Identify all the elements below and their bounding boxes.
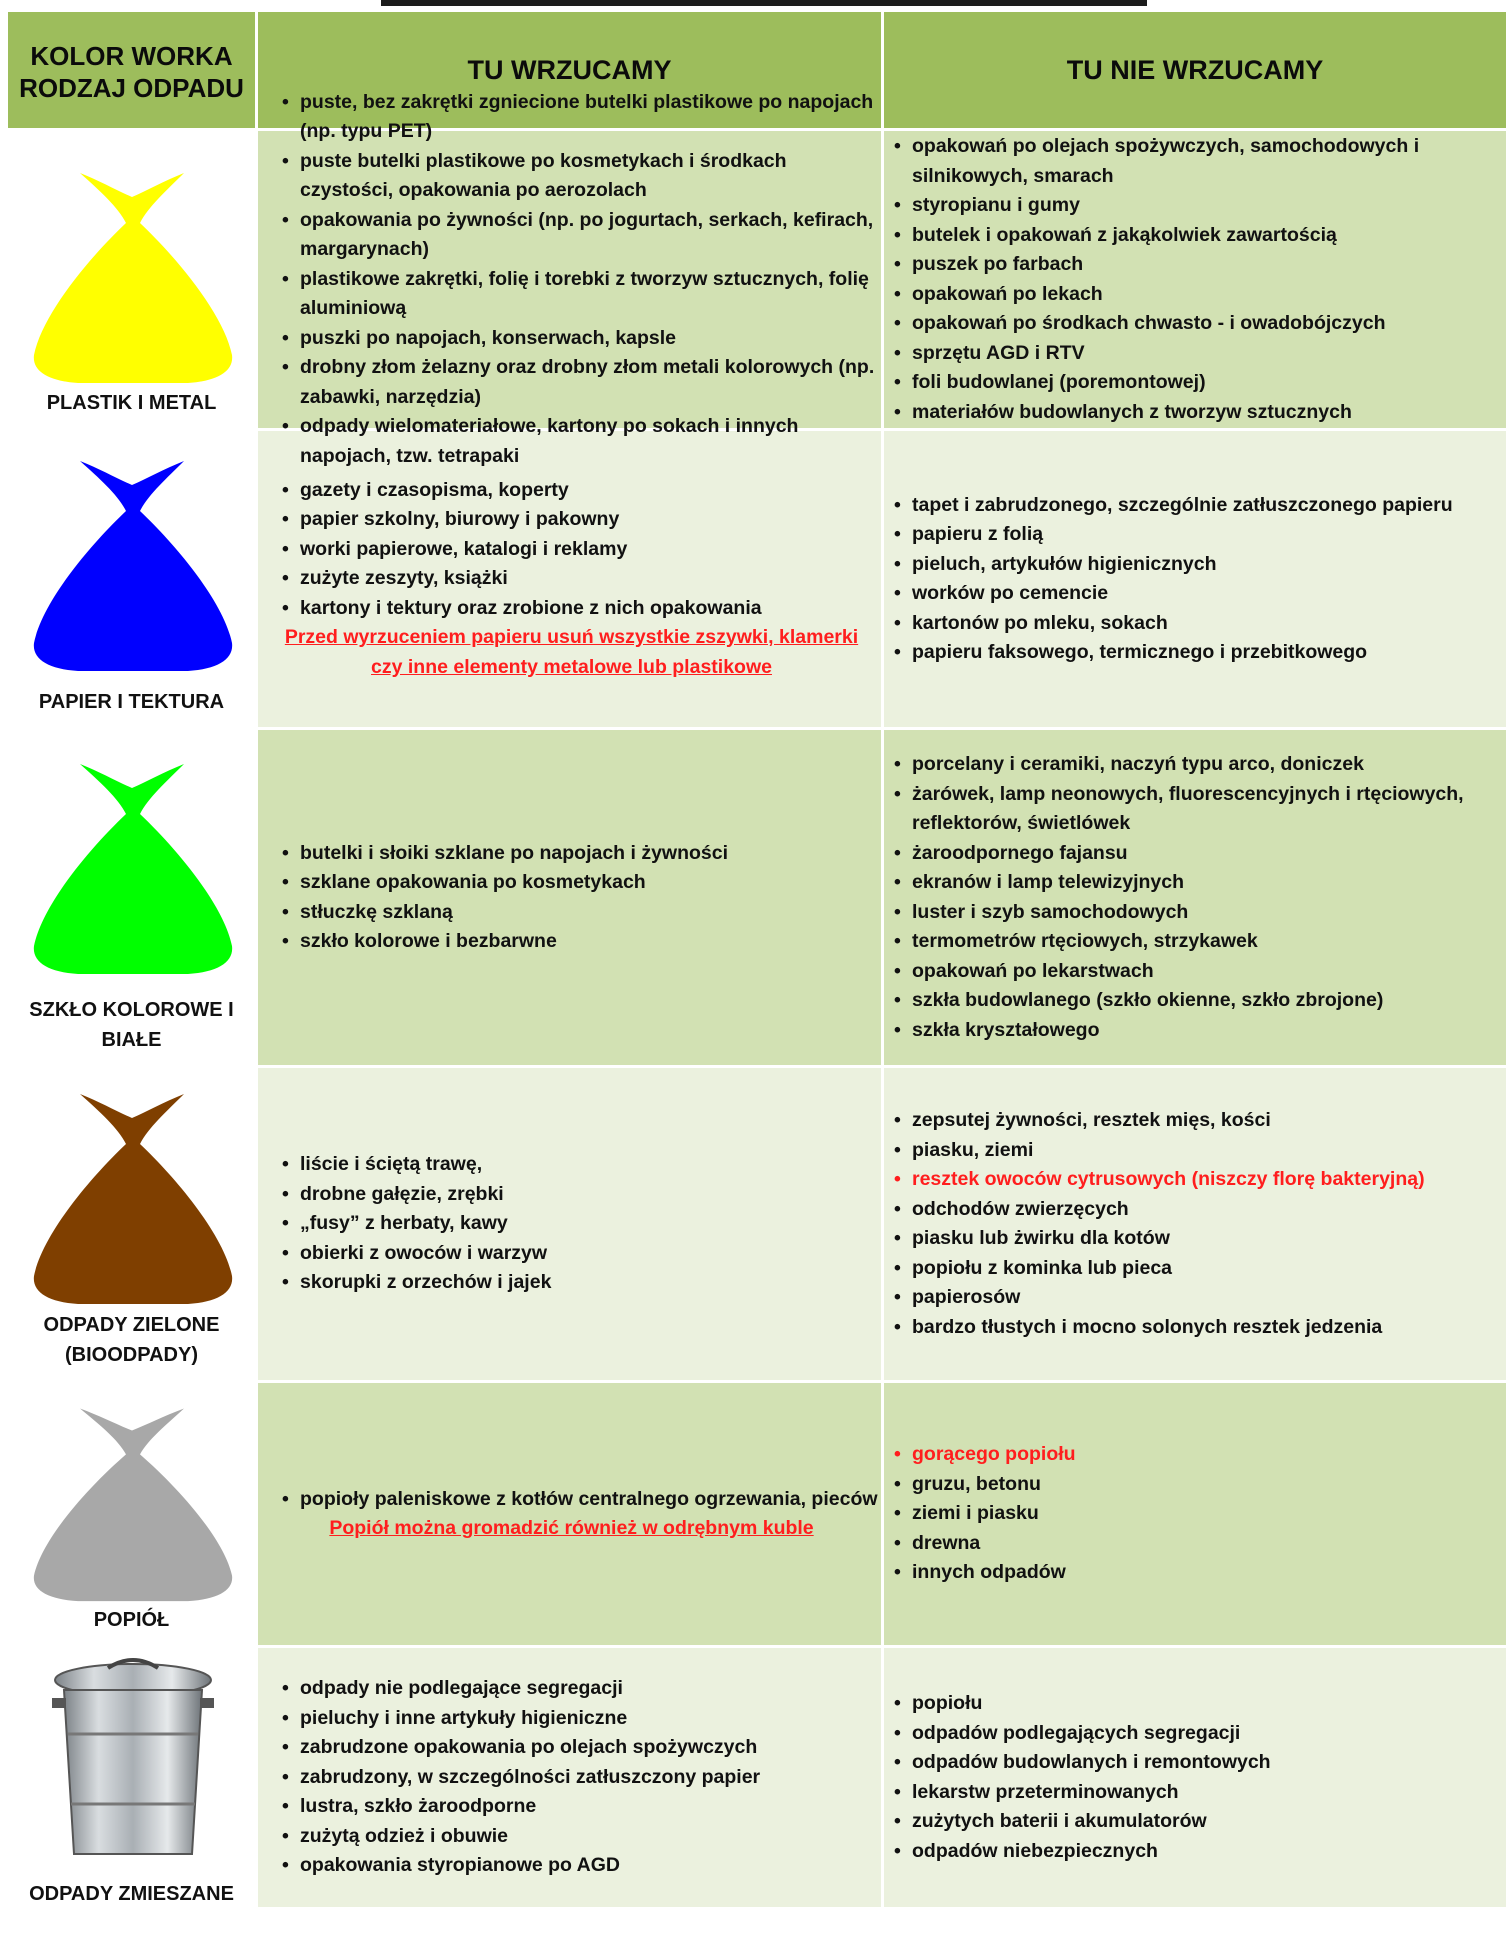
category-cell [8, 131, 258, 428]
brown-bag-icon [28, 1088, 238, 1306]
list-item: • puszek po farbach [894, 250, 1506, 280]
list-item: • worków po cemencie [894, 579, 1506, 609]
list-item: • popioły paleniskowe z kotłów centralnego ogrzewania, pieców [282, 1485, 881, 1515]
list-item: • lustra, szkło żaroodporne [282, 1792, 881, 1822]
list-item: • papierosów [894, 1283, 1506, 1313]
green-bag-icon [28, 758, 238, 976]
not-allowed-cell [884, 431, 1506, 727]
list-item: • gazety i czasopisma, koperty [282, 476, 881, 506]
list-item: • pieluchy i inne artykuły higieniczne [282, 1704, 881, 1734]
allowed-cell [258, 1648, 884, 1907]
list-item: • opakowania styropianowe po AGD [282, 1851, 881, 1881]
category-cell [8, 1648, 258, 1907]
list-item: • drobne gałęzie, zrębki [282, 1180, 881, 1210]
list-item: • szklane opakowania po kosmetykach [282, 868, 881, 898]
list-item: • ziemi i piasku [894, 1499, 1506, 1529]
allowed-cell [258, 90, 884, 467]
list-item: • foli budowlanej (poremontowej) [894, 368, 1506, 398]
category-label: SZKŁO KOLOROWE I BIAŁE [29, 999, 234, 1051]
allowed-cell [258, 730, 884, 1065]
list-item: • worki papierowe, katalogi i reklamy [282, 535, 881, 565]
list-item: • kartony i tektury oraz zrobione z nich opakowania [282, 594, 881, 624]
list-item: • papieru faksowego, termicznego i przebitkowego [894, 638, 1506, 668]
row-plastic-metal [8, 90, 1506, 467]
gray-bag-icon [28, 1403, 238, 1603]
header-not-allowed: TU NIE WRZUCAMY [884, 12, 1506, 128]
category-label: PAPIER I TEKTURA [38, 691, 225, 713]
row-mixed [8, 1645, 1506, 1907]
list-item: • opakowania po żywności (np. po jogurtach, serkach, kefirach, margarynach) [282, 206, 881, 265]
list-item: • odpady wielomateriałowe, kartony po sokach i innych napojach, tzw. tetrapaki [282, 412, 881, 471]
list-item: • liście i ściętą trawę, [282, 1150, 881, 1180]
list-item: • szkła kryształowego [894, 1016, 1506, 1046]
category-label: PLASTIK I METAL [46, 392, 217, 414]
allowed-cell [258, 1383, 884, 1645]
row-paper [8, 428, 1506, 727]
list-item: • skorupki z orzechów i jajek [282, 1268, 881, 1298]
list-item: • porcelany i ceramiki, naczyń typu arco, doniczek [894, 750, 1506, 780]
list-item: • zepsutej żywności, resztek mięs, kości [894, 1106, 1506, 1136]
list-item: • lekarstw przeterminowanych [894, 1778, 1506, 1808]
list-item: • innych odpadów [894, 1558, 1506, 1588]
list-item: • szkła budowlanego (szkło okienne, szkło zbrojone) [894, 986, 1506, 1016]
not-allowed-cell [884, 131, 1506, 428]
list-item: • plastikowe zakrętki, folię i torebki z tworzyw sztucznych, folię aluminiową [282, 265, 881, 324]
list-item: • opakowań po lekach [894, 280, 1506, 310]
list-item: • butelek i opakowań z jakąkolwiek zawartością [894, 221, 1506, 251]
list-item: • papieru z folią [894, 520, 1506, 550]
row-ash [8, 1380, 1506, 1645]
list-item: • popiołu [894, 1689, 1506, 1719]
waste-sorting-table [8, 12, 1506, 1907]
allowed-cell [258, 1068, 884, 1380]
list-item: • opakowań po olejach spożywczych, samochodowych i silnikowych, smarach [894, 132, 1506, 191]
list-item: • odchodów zwierzęcych [894, 1195, 1506, 1225]
list-item: • „fusy” z herbaty, kawy [282, 1209, 881, 1239]
list-item: • żarówek, lamp neonowych, fluorescencyjnych i rtęciowych, reflektorów, świetlówek [894, 780, 1506, 839]
list-item: • piasku, ziemi [894, 1136, 1506, 1166]
blue-bag-icon [28, 455, 238, 673]
list-item: • zużyte zeszyty, książki [282, 564, 881, 594]
list-item: • materiałów budowlanych z tworzyw sztucznych [894, 398, 1506, 428]
list-item: • styropianu i gumy [894, 191, 1506, 221]
list-item: • puste butelki plastikowe po kosmetykach i środkach czystości, opakowania po aerozolach [282, 147, 881, 206]
category-label: POPIÓŁ [93, 1609, 170, 1631]
list-item: • butelki i słoiki szklane po napojach i żywności [282, 839, 881, 869]
category-cell [8, 730, 258, 1065]
allowed-cell [258, 431, 884, 727]
list-item-warning: • resztek owoców cytrusowych (niszczy florę bakteryjną) [894, 1165, 1506, 1195]
header-bag-color-type: KOLOR WORKA RODZAJ ODPADU [8, 12, 258, 128]
list-item: • pieluch, artykułów higienicznych [894, 550, 1506, 580]
ash-note: Popiół można gromadzić również w odrębnym kuble [329, 1517, 814, 1539]
list-item: • sprzętu AGD i RTV [894, 339, 1506, 369]
category-cell [8, 1383, 258, 1645]
header-allowed: TU WRZUCAMY [258, 12, 884, 128]
row-bio [8, 1065, 1506, 1380]
list-item: • puste, bez zakrętki zgniecione butelki plastikowe po napojach (np. typu PET) [282, 88, 881, 147]
list-item: • kartonów po mleku, sokach [894, 609, 1506, 639]
category-label: ODPADY ZMIESZANE [29, 1883, 234, 1905]
list-item: • popiołu z kominka lub pieca [894, 1254, 1506, 1284]
list-item: • stłuczkę szklaną [282, 898, 881, 928]
top-rule [381, 0, 1147, 6]
list-item: • zużytych baterii i akumulatorów [894, 1807, 1506, 1837]
list-item: • zużytą odzież i obuwie [282, 1822, 881, 1852]
list-item: • żaroodpornego fajansu [894, 839, 1506, 869]
yellow-bag-icon [28, 167, 238, 385]
list-item: • zabrudzony, w szczególności zatłuszczony papier [282, 1763, 881, 1793]
list-item: • odpady nie podlegające segregacji [282, 1674, 881, 1704]
list-item: • opakowań po lekarstwach [894, 957, 1506, 987]
list-item: • gruzu, betonu [894, 1470, 1506, 1500]
not-allowed-cell [884, 1648, 1506, 1907]
list-item: • odpadów budowlanych i remontowych [894, 1748, 1506, 1778]
list-item: • odpadów podlegających segregacji [894, 1719, 1506, 1749]
paper-warning-note: Przed wyrzuceniem papieru usuń wszystkie zszywki, klamerki czy inne elementy metalowe lub plastikowe [284, 626, 859, 678]
not-allowed-cell [884, 1383, 1506, 1645]
list-item: • szkło kolorowe i bezbarwne [282, 927, 881, 957]
list-item: • tapet i zabrudzonego, szczególnie zatłuszczonego papieru [894, 491, 1506, 521]
category-cell [8, 1068, 258, 1380]
row-glass [8, 727, 1506, 1065]
list-item: • ekranów i lamp telewizyjnych [894, 868, 1506, 898]
list-item: • bardzo tłustych i mocno solonych resztek jedzenia [894, 1313, 1506, 1343]
list-item: • drobny złom żelazny oraz drobny złom metali kolorowych (np. zabawki, narzędzia) [282, 353, 881, 412]
list-item: • puszki po napojach, konserwach, kapsle [282, 324, 881, 354]
list-item: • drewna [894, 1529, 1506, 1559]
list-item: • opakowań po środkach chwasto - i owadobójczych [894, 309, 1506, 339]
list-item: • zabrudzone opakowania po olejach spożywczych [282, 1733, 881, 1763]
list-item: • termometrów rtęciowych, strzykawek [894, 927, 1506, 957]
list-item-warning: • gorącego popiołu [894, 1440, 1506, 1470]
list-item: • obierki z owoców i warzyw [282, 1239, 881, 1269]
trash-bin-icon [48, 1654, 218, 1864]
list-item: • piasku lub żwirku dla kotów [894, 1224, 1506, 1254]
not-allowed-cell [884, 1068, 1506, 1380]
not-allowed-cell [884, 730, 1506, 1065]
list-item: • odpadów niebezpiecznych [894, 1837, 1506, 1867]
list-item: • luster i szyb samochodowych [894, 898, 1506, 928]
list-item: • papier szkolny, biurowy i pakowny [282, 505, 881, 535]
category-cell [8, 431, 258, 727]
category-label: ODPADY ZIELONE (BIOODPADY) [43, 1314, 220, 1366]
